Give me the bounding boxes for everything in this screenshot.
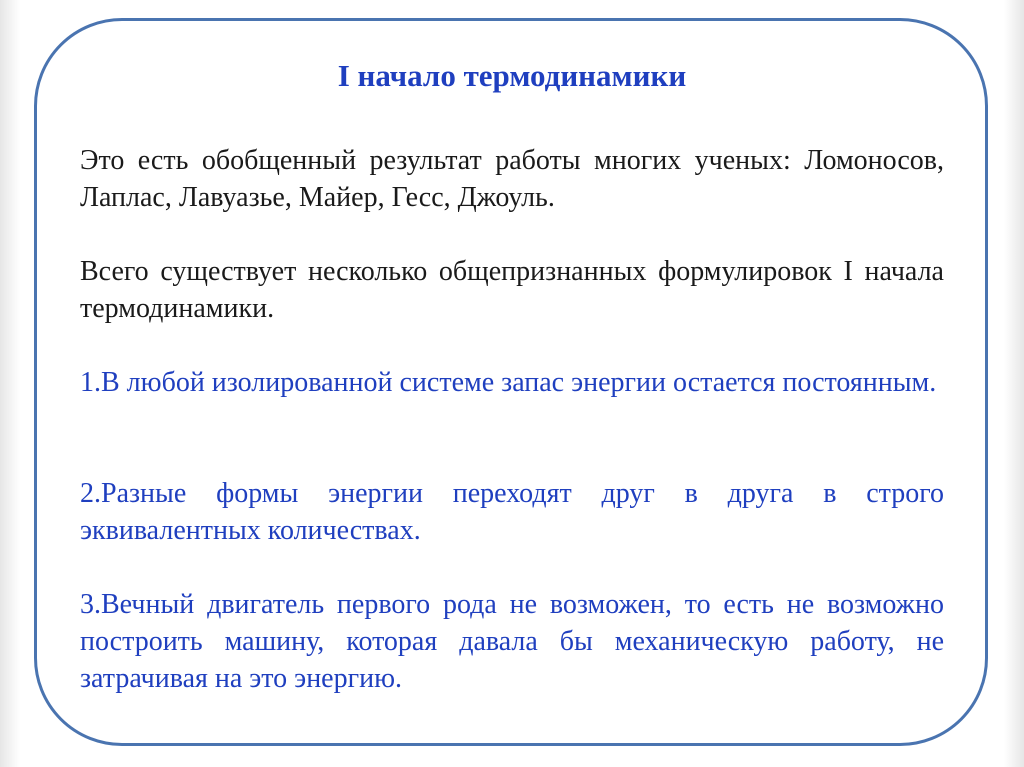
formulation-3: 3.Вечный двигатель первого рода не возможен, то есть не возможно построить машину, которая давала бы механическую работу, не затрачивая на это энергию. — [80, 589, 944, 694]
slide-title: I начало термодинамики — [337, 58, 687, 93]
left-edge-shadow — [0, 0, 20, 767]
formulation-2: 2.Разные формы энергии переходят друг в друга в строго эквивалентных количествах. — [80, 478, 944, 546]
formulation-1: 1.В любой изолированной системе запас энергии остается постоянным. — [80, 367, 937, 398]
formulations-intro-paragraph: Всего существует несколько общепризнанных формулировок I начала термодинамики. — [80, 256, 944, 324]
right-edge-shadow — [1004, 0, 1024, 767]
intro-paragraph: Это есть обобщенный результат работы многих ученых: Ломоносов, Лаплас, Лавуазье, Майер, Гесс, Джоуль. — [80, 145, 944, 213]
